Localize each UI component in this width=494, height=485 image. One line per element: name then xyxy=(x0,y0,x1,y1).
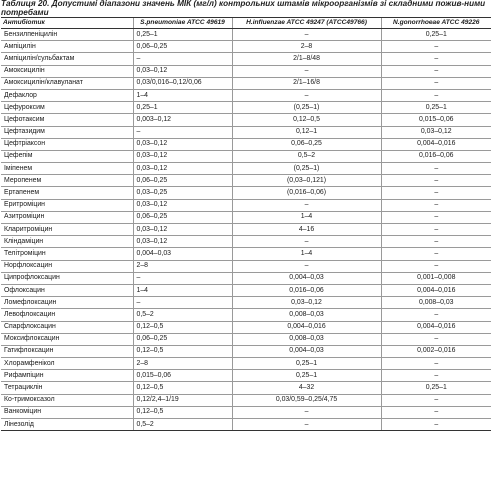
table-row xyxy=(1,224,491,236)
h-influenzae-cell: (0,25–1) xyxy=(232,163,381,175)
n-gonorrhoeae-cell: 0,25–1 xyxy=(381,29,491,41)
table-row xyxy=(1,150,491,162)
n-gonorrhoeae-cell: – xyxy=(381,65,491,77)
s-pneumoniae-cell: 2–8 xyxy=(133,260,232,272)
table-row xyxy=(1,41,491,53)
n-gonorrhoeae-cell: – xyxy=(381,163,491,175)
h-influenzae-cell: – xyxy=(232,65,381,77)
s-pneumoniae-cell: 0,03–0,25 xyxy=(133,187,232,199)
n-gonorrhoeae-cell: – xyxy=(381,406,491,418)
s-pneumoniae-cell: – xyxy=(133,53,232,65)
antibiotic-cell: Ампіцилін/сульбактам xyxy=(1,53,133,65)
n-gonorrhoeae-cell: – xyxy=(381,199,491,211)
s-pneumoniae-cell: 0,12–0,5 xyxy=(133,345,232,357)
antibiotic-cell: Тетрациклін xyxy=(1,382,133,394)
antibiotic-cell: Дефаклор xyxy=(1,89,133,101)
antibiotic-cell: Іміпенем xyxy=(1,163,133,175)
n-gonorrhoeae-cell: – xyxy=(381,260,491,272)
s-pneumoniae-cell: 0,03–0,12 xyxy=(133,224,232,236)
s-pneumoniae-cell: 1–4 xyxy=(133,89,232,101)
antibiotic-cell: Гатифлоксацин xyxy=(1,345,133,357)
h-influenzae-cell: 0,004–0,03 xyxy=(232,272,381,284)
h-influenzae-cell: 0,016–0,06 xyxy=(232,284,381,296)
s-pneumoniae-cell: 0,06–0,25 xyxy=(133,41,232,53)
s-pneumoniae-cell: 0,25–1 xyxy=(133,102,232,114)
table-row xyxy=(1,102,491,114)
h-influenzae-cell: 0,5–2 xyxy=(232,150,381,162)
table-row xyxy=(1,358,491,370)
h-influenzae-cell: – xyxy=(232,236,381,248)
h-influenzae-cell: – xyxy=(232,406,381,418)
n-gonorrhoeae-cell: – xyxy=(381,333,491,345)
antibiotic-cell: Офлоксацин xyxy=(1,284,133,296)
h-influenzae-cell: – xyxy=(232,199,381,211)
n-gonorrhoeae-cell: – xyxy=(381,224,491,236)
column-header-s-pneumoniae: S.pneumoniae ATCC 49619 xyxy=(133,18,232,29)
h-influenzae-cell: 0,12–0,5 xyxy=(232,114,381,126)
mic-ranges-table xyxy=(1,17,491,431)
table-header-row xyxy=(1,18,491,29)
n-gonorrhoeae-cell: 0,015–0,06 xyxy=(381,114,491,126)
antibiotic-cell: Цефтазидим xyxy=(1,126,133,138)
n-gonorrhoeae-cell: 0,008–0,03 xyxy=(381,297,491,309)
h-influenzae-cell: 0,12–1 xyxy=(232,126,381,138)
n-gonorrhoeae-cell: 0,004–0,016 xyxy=(381,138,491,150)
antibiotic-cell: Цефепім xyxy=(1,150,133,162)
table-row xyxy=(1,370,491,382)
h-influenzae-cell: 0,004–0,03 xyxy=(232,345,381,357)
antibiotic-cell: Цефотаксим xyxy=(1,114,133,126)
antibiotic-cell: Амоксицилін/клавуланат xyxy=(1,77,133,89)
h-influenzae-cell: 0,008–0,03 xyxy=(232,333,381,345)
antibiotic-cell: Лінезолід xyxy=(1,419,133,431)
s-pneumoniae-cell: 0,5–2 xyxy=(133,419,232,431)
table-row xyxy=(1,114,491,126)
antibiotic-cell: Ломефлоксацин xyxy=(1,297,133,309)
table-row xyxy=(1,187,491,199)
table-row xyxy=(1,175,491,187)
antibiotic-cell: Ванкоміцин xyxy=(1,406,133,418)
table-row xyxy=(1,77,491,89)
table-row xyxy=(1,394,491,406)
n-gonorrhoeae-cell: 0,03–0,12 xyxy=(381,126,491,138)
table-row xyxy=(1,419,491,431)
h-influenzae-cell: – xyxy=(232,419,381,431)
n-gonorrhoeae-cell: 0,002–0,016 xyxy=(381,345,491,357)
table-row xyxy=(1,211,491,223)
n-gonorrhoeae-cell: – xyxy=(381,419,491,431)
s-pneumoniae-cell: 0,06–0,25 xyxy=(133,175,232,187)
antibiotic-cell: Кліндаміцин xyxy=(1,236,133,248)
antibiotic-cell: Спарфлоксацин xyxy=(1,321,133,333)
h-influenzae-cell: (0,25–1) xyxy=(232,102,381,114)
h-influenzae-cell: 1–4 xyxy=(232,248,381,260)
antibiotic-cell: Цефуроксим xyxy=(1,102,133,114)
table-row xyxy=(1,126,491,138)
n-gonorrhoeae-cell: – xyxy=(381,89,491,101)
table-row xyxy=(1,406,491,418)
s-pneumoniae-cell: 0,06–0,25 xyxy=(133,211,232,223)
n-gonorrhoeae-cell: – xyxy=(381,370,491,382)
antibiotic-cell: Хлорамфенікол xyxy=(1,358,133,370)
s-pneumoniae-cell: 0,03–0,12 xyxy=(133,65,232,77)
column-header-h-influenzae: H.influenzae ATCC 49247 (ATCC49766) xyxy=(232,18,381,29)
table-body xyxy=(1,29,491,431)
n-gonorrhoeae-cell: – xyxy=(381,394,491,406)
s-pneumoniae-cell: 0,015–0,06 xyxy=(133,370,232,382)
antibiotic-cell: Ампіцилін xyxy=(1,41,133,53)
s-pneumoniae-cell: 0,003–0,12 xyxy=(133,114,232,126)
antibiotic-cell: Моксифлоксацин xyxy=(1,333,133,345)
h-influenzae-cell: (0,03–0,121) xyxy=(232,175,381,187)
table-row xyxy=(1,65,491,77)
antibiotic-cell: Левофлоксацин xyxy=(1,309,133,321)
s-pneumoniae-cell: 0,12–0,5 xyxy=(133,406,232,418)
n-gonorrhoeae-cell: 0,25–1 xyxy=(381,102,491,114)
h-influenzae-cell: – xyxy=(232,260,381,272)
table-row xyxy=(1,236,491,248)
s-pneumoniae-cell: 0,03–0,12 xyxy=(133,150,232,162)
antibiotic-cell: Ко-тримоксазол xyxy=(1,394,133,406)
table-row xyxy=(1,138,491,150)
table-row xyxy=(1,260,491,272)
table-row xyxy=(1,89,491,101)
s-pneumoniae-cell: 0,004–0,03 xyxy=(133,248,232,260)
antibiotic-cell: Рифампіцин xyxy=(1,370,133,382)
s-pneumoniae-cell: – xyxy=(133,297,232,309)
table-row xyxy=(1,248,491,260)
s-pneumoniae-cell: 1–4 xyxy=(133,284,232,296)
n-gonorrhoeae-cell: – xyxy=(381,77,491,89)
n-gonorrhoeae-cell: – xyxy=(381,187,491,199)
antibiotic-cell: Ципрофлоксацин xyxy=(1,272,133,284)
s-pneumoniae-cell: – xyxy=(133,126,232,138)
antibiotic-cell: Еритроміцин xyxy=(1,199,133,211)
s-pneumoniae-cell: 0,03–0,12 xyxy=(133,199,232,211)
h-influenzae-cell: (0,016–0,06) xyxy=(232,187,381,199)
h-influenzae-cell: 0,004–0,016 xyxy=(232,321,381,333)
n-gonorrhoeae-cell: 0,25–1 xyxy=(381,382,491,394)
s-pneumoniae-cell: 0,03–0,12 xyxy=(133,138,232,150)
n-gonorrhoeae-cell: – xyxy=(381,248,491,260)
n-gonorrhoeae-cell: 0,001–0,008 xyxy=(381,272,491,284)
n-gonorrhoeae-cell: 0,004–0,016 xyxy=(381,284,491,296)
h-influenzae-cell: 0,06–0,25 xyxy=(232,138,381,150)
h-influenzae-cell: 1–4 xyxy=(232,211,381,223)
s-pneumoniae-cell: 0,03/0,016–0,12/0,06 xyxy=(133,77,232,89)
n-gonorrhoeae-cell: 0,016–0,06 xyxy=(381,150,491,162)
column-header-antibiotic: Антибіотик xyxy=(1,18,133,29)
table-row xyxy=(1,333,491,345)
s-pneumoniae-cell: 2–8 xyxy=(133,358,232,370)
table-row xyxy=(1,321,491,333)
antibiotic-cell: Цефтріаксон xyxy=(1,138,133,150)
s-pneumoniae-cell: 0,12–0,5 xyxy=(133,321,232,333)
antibiotic-cell: Меропенем xyxy=(1,175,133,187)
h-influenzae-cell: 4–16 xyxy=(232,224,381,236)
h-influenzae-cell: 2/1–16/8 xyxy=(232,77,381,89)
antibiotic-cell: Телітроміцин xyxy=(1,248,133,260)
s-pneumoniae-cell: 0,03–0,12 xyxy=(133,163,232,175)
h-influenzae-cell: 0,25–1 xyxy=(232,358,381,370)
s-pneumoniae-cell: 0,25–1 xyxy=(133,29,232,41)
column-header-n-gonorrhoeae: N.gonorrhoeae ATCC 49226 xyxy=(381,18,491,29)
s-pneumoniae-cell: 0,06–0,25 xyxy=(133,333,232,345)
n-gonorrhoeae-cell: – xyxy=(381,41,491,53)
antibiotic-cell: Ертапенем xyxy=(1,187,133,199)
table-row xyxy=(1,29,491,41)
table-row xyxy=(1,199,491,211)
table-row xyxy=(1,382,491,394)
antibiotic-cell: Бензилпеніцилін xyxy=(1,29,133,41)
n-gonorrhoeae-cell: – xyxy=(381,358,491,370)
table-row xyxy=(1,297,491,309)
table-row xyxy=(1,53,491,65)
h-influenzae-cell: – xyxy=(232,29,381,41)
n-gonorrhoeae-cell: – xyxy=(381,309,491,321)
table-row xyxy=(1,163,491,175)
n-gonorrhoeae-cell: – xyxy=(381,53,491,65)
s-pneumoniae-cell: 0,5–2 xyxy=(133,309,232,321)
s-pneumoniae-cell: – xyxy=(133,272,232,284)
antibiotic-cell: Амоксицилін xyxy=(1,65,133,77)
s-pneumoniae-cell: 0,03–0,12 xyxy=(133,236,232,248)
table-row xyxy=(1,309,491,321)
table-row xyxy=(1,272,491,284)
h-influenzae-cell: 2/1–8/48 xyxy=(232,53,381,65)
h-influenzae-cell: 2–8 xyxy=(232,41,381,53)
n-gonorrhoeae-cell: 0,004–0,016 xyxy=(381,321,491,333)
h-influenzae-cell: 0,03–0,12 xyxy=(232,297,381,309)
h-influenzae-cell: 0,25–1 xyxy=(232,370,381,382)
table-row xyxy=(1,345,491,357)
table-row xyxy=(1,284,491,296)
s-pneumoniae-cell: 0,12/2,4–1/19 xyxy=(133,394,232,406)
h-influenzae-cell: 0,03/0,59–0,25/4,75 xyxy=(232,394,381,406)
table-caption: Таблиця 20. Допустимі діапазони значень МІК (мг/л) контрольних штамів мікроорганізмів зі складними пожив-ними потребами xyxy=(1,0,486,17)
n-gonorrhoeae-cell: – xyxy=(381,175,491,187)
n-gonorrhoeae-cell: – xyxy=(381,211,491,223)
h-influenzae-cell: 4–32 xyxy=(232,382,381,394)
h-influenzae-cell: – xyxy=(232,89,381,101)
antibiotic-cell: Норфлоксацин xyxy=(1,260,133,272)
antibiotic-cell: Азитроміцин xyxy=(1,211,133,223)
h-influenzae-cell: 0,008–0,03 xyxy=(232,309,381,321)
s-pneumoniae-cell: 0,12–0,5 xyxy=(133,382,232,394)
antibiotic-cell: Кларитроміцин xyxy=(1,224,133,236)
n-gonorrhoeae-cell: – xyxy=(381,236,491,248)
